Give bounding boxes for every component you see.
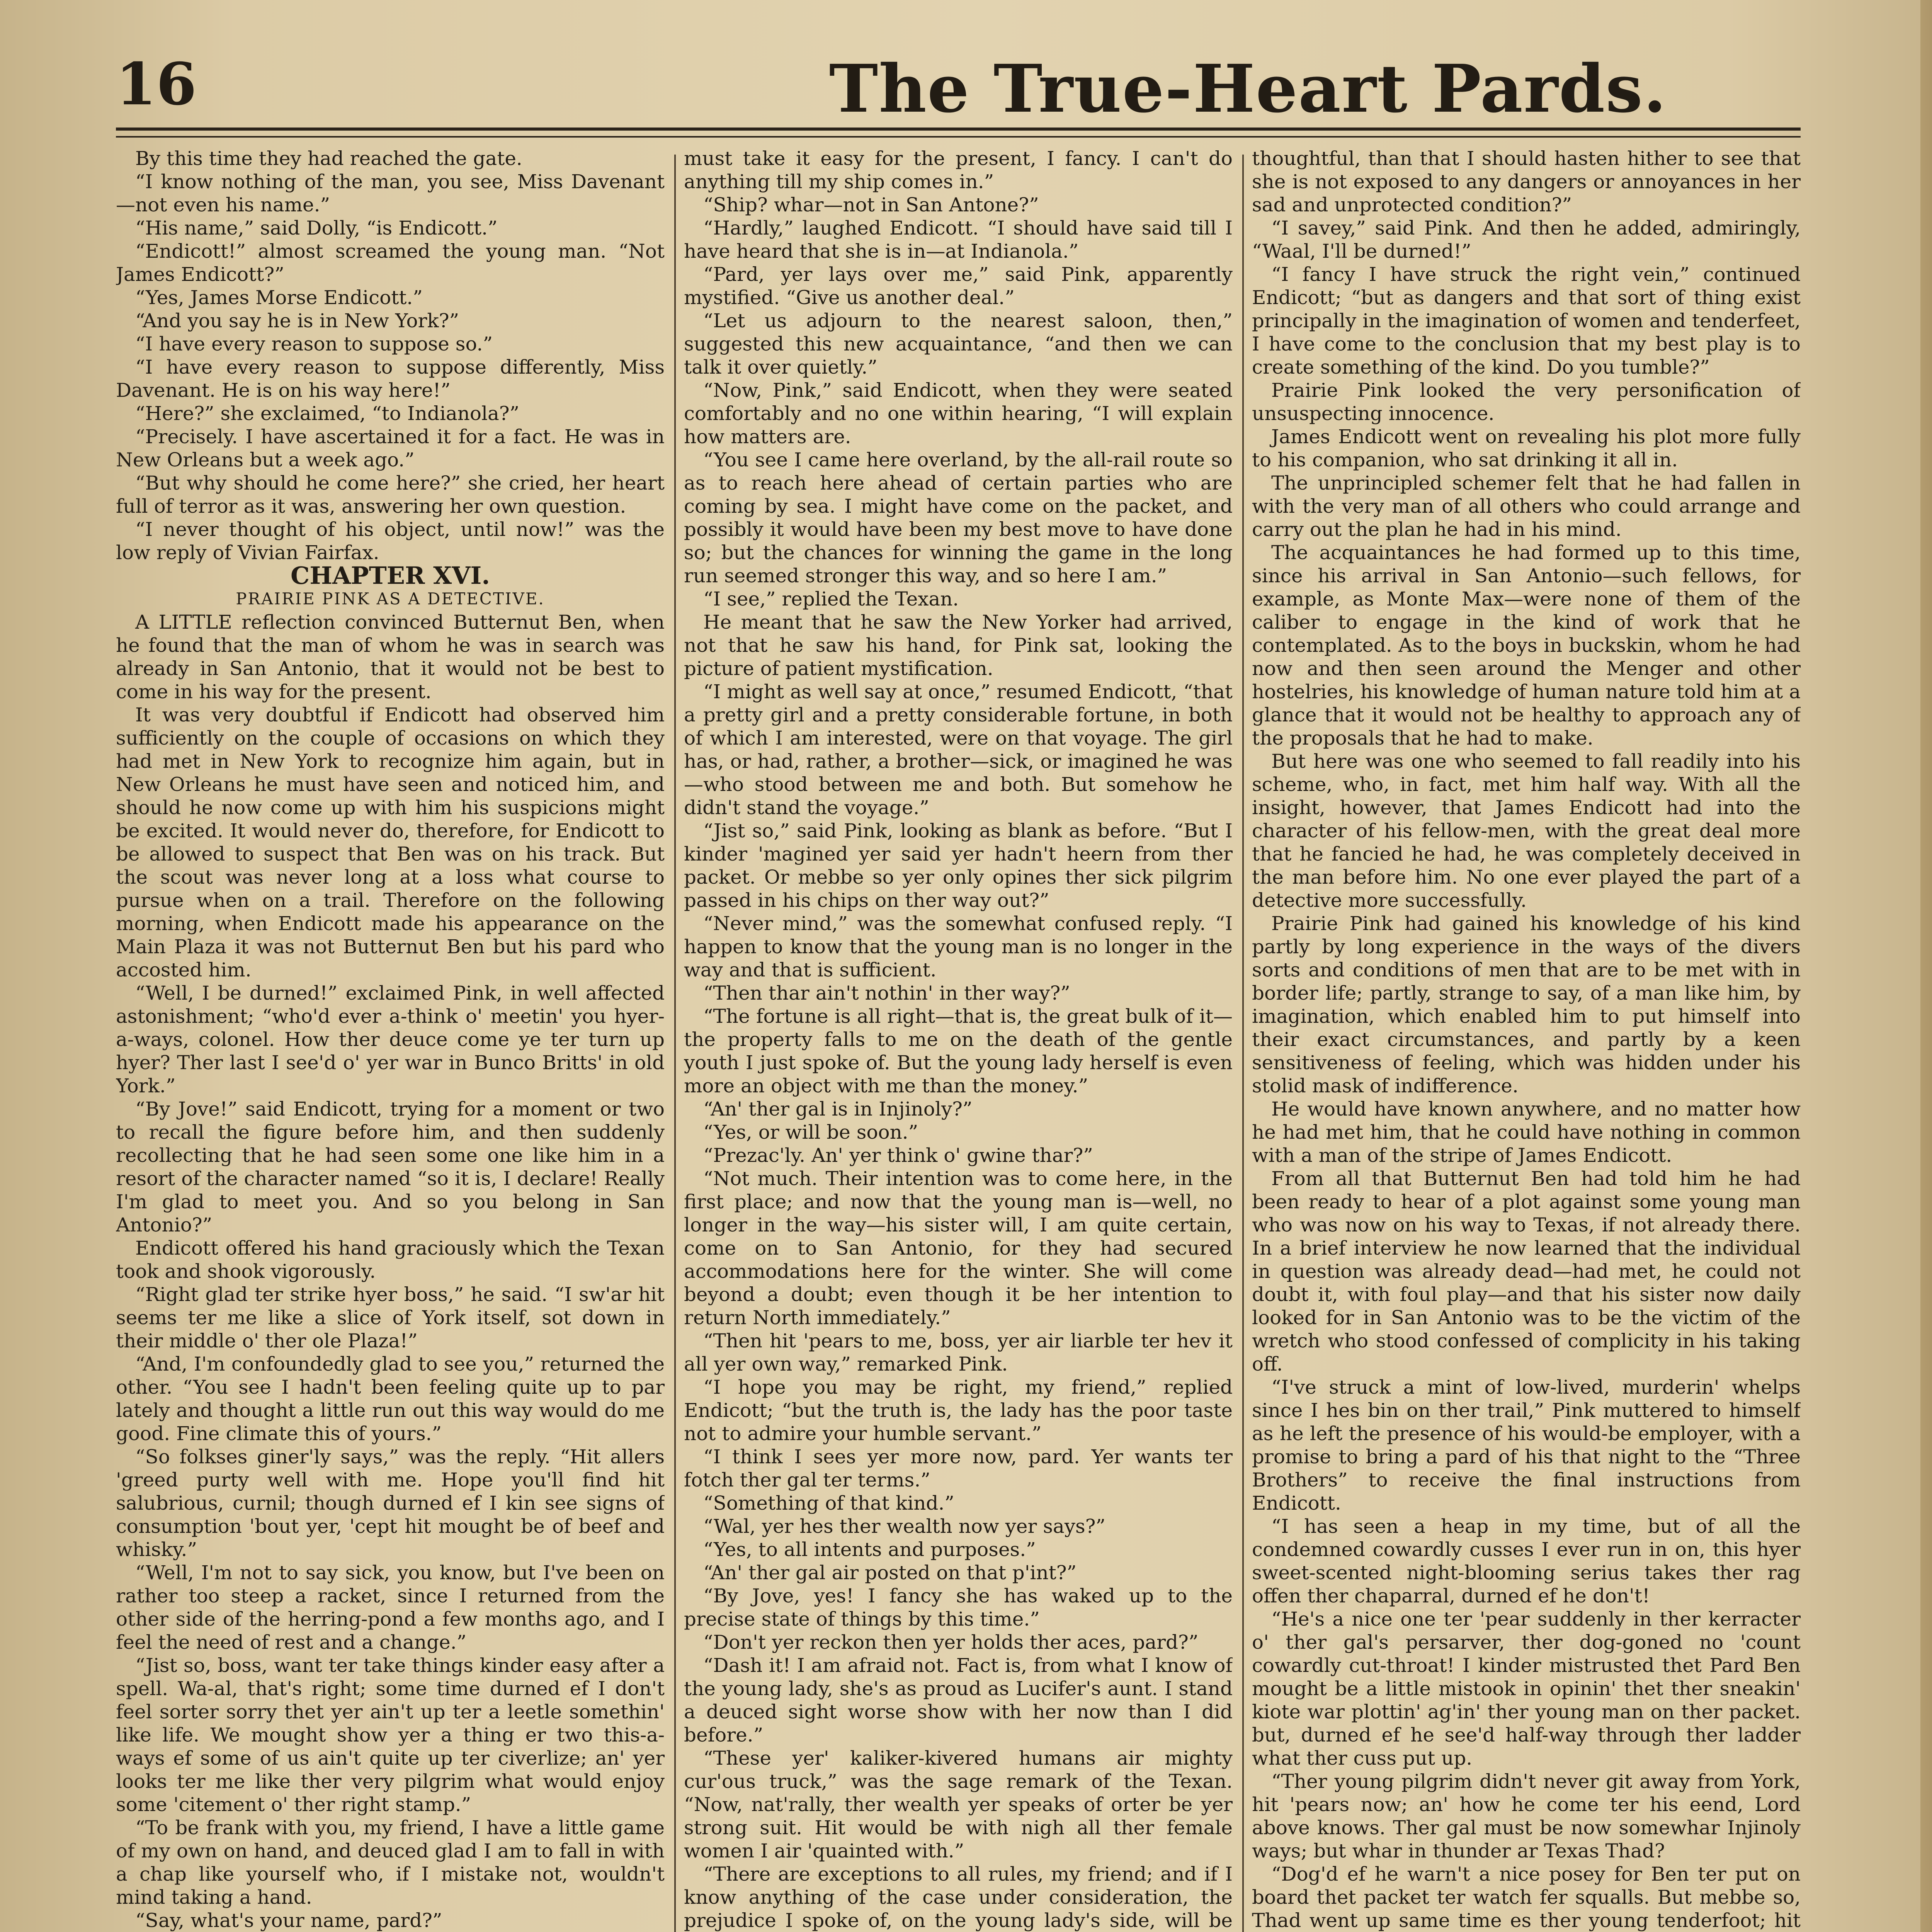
- paragraph: “Well, I'm not to say sick, you know, but I've been on rather too steep a racket, since I returned from the other side of the herring-pond a few months ago, and I feel the need of rest and a change.”: [116, 1561, 665, 1653]
- paragraph: “Then hit 'pears to me, boss, yer air liarble ter hev it all yer own way,” remarked Pink.: [684, 1330, 1233, 1375]
- paragraph: must take it easy for the present, I fancy. I can't do anything till my ship comes in.”: [684, 147, 1233, 193]
- paragraph: “I hope you may be right, my friend,” replied Endicott; “but the truth is, the lady has the poor taste not to admire your humble servant.”: [684, 1376, 1233, 1445]
- paragraph: “Dash it! I am afraid not. Fact is, from what I know of the young lady, she's as proud as Lucifer's aunt. I stand a deuced sight worse show with her now than I did before.”: [684, 1654, 1233, 1746]
- page-header: [116, 35, 1801, 131]
- paragraph: “I've struck a mint of low-lived, murderin' whelps since I hes bin on ther trail,” Pink muttered to himself as he left the presence of his would-be employer, with a promise to bring a pard of his that night to the “Three Brothers” to receive the final instructions from Endicott.: [1252, 1376, 1801, 1514]
- paragraph: “Well, I be durned!” exclaimed Pink, in well affected astonishment; “who'd ever a-think o' meetin' you hyer-a-ways, colonel. How ther deuce come ye ter turn up hyer? Ther last I see'd o' yer war in Bunco Britts' in old York.”: [116, 982, 665, 1097]
- paragraph: “And you say he is in New York?”: [135, 310, 459, 332]
- paragraph: “Endicott!” almost screamed the young man. “Not James Endicott?”: [116, 240, 665, 286]
- paragraph: “I never thought of his object, until now!” was the low reply of Vivian Fairfax.: [116, 518, 665, 564]
- text-column-2: [684, 147, 1233, 1932]
- paragraph: “I think I sees yer more now, pard. Yer wants ter fotch ther gal ter terms.”: [684, 1446, 1233, 1491]
- paragraph: “I fancy I have struck the right vein,” continued Endicott; “but as dangers and that sort of thing exist principally in the imagination of women and tenderfeet, I have come to the conclusion that my best play is to create something of the kind. Do you tumble?”: [1252, 263, 1801, 378]
- paragraph: “Never mind,” was the somewhat confused reply. “I happen to know that the young man is no longer in the way and that is sufficient.: [684, 912, 1233, 981]
- paragraph: “There are exceptions to all rules, my friend; and if I know anything of the case under consideration, the prejudice I spoke of, on the young lady's side, will be: [684, 1863, 1233, 1932]
- page-number: 16: [116, 50, 197, 118]
- paragraph: “To be frank with you, my friend, I have a little game of my own on hand, and deuced glad I am to fall in with a chap like yourself who, if I mistake not, wouldn't mind taking a hand.: [116, 1816, 665, 1908]
- chapter-subtitle: PRAIRIE PINK AS A DETECTIVE.: [236, 589, 545, 608]
- paragraph: Prairie Pink looked the very personification of unsuspecting innocence.: [1252, 379, 1801, 425]
- paragraph: “But why should he come here?” she cried, her heart full of terror as it was, answering her own question.: [116, 472, 665, 517]
- paragraph: “His name,” said Dolly, “is Endicott.”: [135, 217, 498, 239]
- paragraph: “And, I'm confoundedly glad to see you,” returned the other. “You see I hadn't been feeling quite up to par lately and thought a little run out this way would do me good. Fine climate this of yours.”: [116, 1353, 665, 1445]
- column-divider: [674, 155, 676, 1932]
- paragraph: “He's a nice one ter 'pear suddenly in ther kerracter o' ther gal's persarver, ther dog-goned no 'count cowardly cut-throat! I kinder mistrusted thet Pard Ben mought be a little mistook in opinin' thet ther sneakin' kiote war plottin' ag'in' ther young man on ther packet. but, durned ef he see'd half-way through ther ladder what ther cuss put up.: [1252, 1608, 1801, 1769]
- paragraph: “Yes, James Morse Endicott.”: [135, 286, 423, 309]
- paragraph: It was very doubtful if Endicott had observed him sufficiently on the couple of occasions on which they had met in New York to recognize him again, but in New Orleans he must have seen and noticed him, and should he now come up with him his suspicions might be excited. It would never do, therefore, for Endicott to be allowed to suspect that Ben was on his track. But the scout was never long at a loss what course to pursue when on a trail. Therefore on the following morning, when Endicott made his appearance on the Main Plaza it was not Butternut Ben but his pard who accosted him.: [116, 704, 665, 981]
- paragraph: Prairie Pink had gained his knowledge of his kind partly by long experience in the ways of the divers sorts and conditions of men that are to be met with in border life; partly, strange to say, of a man like him, by imagination, which enabled him to put himself into their exact circumstances, and partly by a keen sensitiveness of feeling, which was hidden under his stolid mask of indifference.: [1252, 912, 1801, 1097]
- paragraph: “I has seen a heap in my time, but of all the condemned cowardly cusses I ever run in on, this hyer sweet-scented night-blooming serius takes ther rag offen ther chaparral, durned ef he don't!: [1252, 1515, 1801, 1607]
- paragraph: “Dog'd ef he warn't a nice posey for Ben ter put on board thet packet ter watch fer squalls. But mebbe so, Thad went up same time es ther young tenderfoot; hit: [1252, 1863, 1801, 1932]
- paragraph: “I see,” replied the Texan.: [703, 588, 959, 610]
- paragraph: “By Jove, yes! I fancy she has waked up to the precise state of things by this time.”: [684, 1585, 1233, 1630]
- paragraph: The acquaintances he had formed up to this time, since his arrival in San Antonio—such fellows, for example, as Monte Max—were none of them of the caliber to engage in the kind of work that he contemplated. As to the boys in buckskin, whom he had now and then seen around the Menger and other hostelries, his knowledge of human nature told him at a glance that it would not be healthy to approach any of the proposals that he had to make.: [1252, 541, 1801, 749]
- paragraph: “Not much. Their intention was to come here, in the first place; and now that the young man is—well, no longer in the way—his sister will, I am quite certain, come on to San Antonio, for they had secured accommodations here for the winter. She will come beyond a doubt; even though it be her intention to return North immediately.”: [684, 1167, 1233, 1329]
- text-column-1: [116, 147, 665, 1932]
- column-divider: [1242, 155, 1244, 1932]
- header-rule: [116, 128, 1801, 138]
- paragraph: “Pard, yer lays over me,” said Pink, apparently mystified. “Give us another deal.”: [684, 263, 1233, 309]
- paragraph: The unprincipled schemer felt that he had fallen in with the very man of all others who could arrange and carry out the plan he had in his mind.: [1252, 472, 1801, 541]
- paragraph: Endicott offered his hand graciously which the Texan took and shook vigorously.: [116, 1237, 665, 1282]
- paragraph: “An' ther gal air posted on that p'int?”: [703, 1561, 1077, 1584]
- text-column-3: [1252, 147, 1801, 1932]
- paragraph: “Precisely. I have ascertained it for a fact. He was in New Orleans but a week ago.”: [116, 425, 665, 471]
- paragraph: “Ship? whar—not in San Antone?”: [703, 194, 1039, 216]
- paragraph: “Let us adjourn to the nearest saloon, then,” suggested this new acquaintance, “and then we can talk it over quietly.”: [684, 310, 1233, 378]
- paragraph: He would have known anywhere, and no matter how he had met him, that he could have nothing in common with a man of the stripe of James Endicott.: [1252, 1098, 1801, 1167]
- paragraph: “I have every reason to suppose differently, Miss Davenant. He is on his way here!”: [116, 356, 665, 401]
- paragraph: “Wal, yer hes ther wealth now yer says?”: [703, 1515, 1105, 1537]
- paragraph: By this time they had reached the gate.: [135, 147, 522, 170]
- paragraph: “Say, what's your name, pard?”: [135, 1909, 442, 1932]
- paragraph: “I savey,” said Pink. And then he added, admiringly, “Waal, I'll be durned!”: [1252, 217, 1801, 262]
- paragraph: “Ther young pilgrim didn't never git away from York, hit 'pears now; an' how he come ter his eend, Lord above knows. Ther gal must be now somewhar Injinoly ways; but whar in thunder ar Texas Thad?: [1252, 1770, 1801, 1862]
- paragraph: “Something of that kind.”: [703, 1492, 954, 1514]
- paragraph: “Don't yer reckon then yer holds ther aces, pard?”: [703, 1631, 1199, 1653]
- paragraph: “I have every reason to suppose so.”: [135, 333, 493, 355]
- paragraph: “So folkses giner'ly says,” was the reply. “Hit allers 'greed purty well with me. Hope you'll find hit salubrious, curnil; though durned ef I kin see signs of consumption 'bout yer, 'cept hit mought be of beef and whisky.”: [116, 1446, 665, 1561]
- paragraph: “Here?” she exclaimed, “to Indianola?”: [135, 402, 520, 425]
- paragraph: “I might as well say at once,” resumed Endicott, “that a pretty girl and a pretty considerable fortune, in both of which I am interested, were on that voyage. The girl has, or had, rather, a brother—sick, or imagined he was—who stood between me and both. But somehow he didn't stand the voyage.”: [684, 680, 1233, 819]
- paragraph: “By Jove!” said Endicott, trying for a moment or two to recall the figure before him, and then suddenly recollecting that he had seen some one like him in a resort of the character named “so it is, I declare! Really I'm glad to meet you. And so you belong in San Antonio?”: [116, 1098, 665, 1236]
- paragraph: “An' ther gal is in Injinoly?”: [703, 1098, 973, 1120]
- paragraph: “I know nothing of the man, you see, Miss Davenant—not even his name.”: [116, 170, 665, 216]
- paragraph: “You see I came here overland, by the all-rail route so as to reach here ahead of certain parties who are coming by sea. I might have come on the packet, and possibly it would have been my best move to have done so; but the chances for winning the game in the long run seemed stronger this way, and so here I am.”: [684, 449, 1233, 587]
- paragraph: “These yer' kaliker-kivered humans air mighty cur'ous truck,” was the sage remark of the Texan. “Now, nat'rally, ther wealth yer speaks of orter be yer strong suit. Hit would be with nigh all ther female women I air 'quainted with.”: [684, 1747, 1233, 1862]
- paragraph: James Endicott went on revealing his plot more fully to his companion, who sat drinking it all in.: [1252, 425, 1801, 471]
- chapter-heading: CHAPTER XVI.: [291, 561, 490, 590]
- paragraph: From all that Butternut Ben had told him he had been ready to hear of a plot against some young man who was now on his way to Texas, if not already there. In a brief interview he now learned that the individual in question was already dead—had met, he could not doubt it, with foul play—and that his sister now daily looked for in San Antonio was to be the victim of the wretch who stood confessed of complicity in his taking off.: [1252, 1167, 1801, 1375]
- paragraph: thoughtful, than that I should hasten hither to see that she is not exposed to any dangers or annoyances in her sad and unprotected condition?”: [1252, 147, 1801, 216]
- paragraph: “Yes, or will be soon.”: [703, 1121, 918, 1143]
- paragraph: “Jist so, boss, want ter take things kinder easy after a spell. Wa-al, that's right; some time durned ef I don't feel sorter sorry thet yer ain't up ter a leetle somethin' like life. We mought show yer a thing er two this-a-ways ef some of us ain't quite up ter civerlize; an' yer looks ter me like ther very pilgrim what would enjoy some 'citement o' ther right stamp.”: [116, 1654, 665, 1816]
- page-spine-edge: [1920, 0, 1932, 1932]
- paragraph: A LITTLE reflection convinced Butternut Ben, when he found that the man of whom he was in search was already in San Antonio, that it would not be best to come in his way for the present.: [116, 611, 665, 703]
- paragraph: “Prezac'ly. An' yer think o' gwine thar?”: [703, 1144, 1093, 1167]
- running-title: The True-Heart Pards.: [829, 50, 1667, 128]
- paragraph: “Yes, to all intents and purposes.”: [703, 1538, 1036, 1561]
- paragraph: “Now, Pink,” said Endicott, when they were seated comfortably and no one within hearing, “I will explain how matters are.: [684, 379, 1233, 448]
- paragraph: “Right glad ter strike hyer boss,” he said. “I sw'ar hit seems ter me like a slice of York itself, sot down in their middle o' ther ole Plaza!”: [116, 1283, 665, 1352]
- paragraph: But here was one who seemed to fall readily into his scheme, who, in fact, met him half way. With all the insight, however, that James Endicott had into the character of his fellow-men, with the great deal more that he fancied he had, he was completely deceived in the man before him. No one ever played the part of a detective more successfully.: [1252, 750, 1801, 912]
- paragraph: “The fortune is all right—that is, the great bulk of it—the property falls to me on the death of the gentle youth I just spoke of. But the young lady herself is even more an object with me than the money.”: [684, 1005, 1233, 1097]
- paragraph: “Jist so,” said Pink, looking as blank as before. “But I kinder 'magined yer said yer hadn't heern from ther packet. Or mebbe so yer only opines ther sick pilgrim passed in his chips on ther way out?”: [684, 820, 1233, 912]
- paragraph: “Hardly,” laughed Endicott. “I should have said till I have heard that she is in—at Indianola.”: [684, 217, 1233, 262]
- paragraph: “Then thar ain't nothin' in ther way?”: [703, 982, 1070, 1004]
- paragraph: He meant that he saw the New Yorker had arrived, not that he saw his hand, for Pink sat, looking the picture of patient mystification.: [684, 611, 1233, 680]
